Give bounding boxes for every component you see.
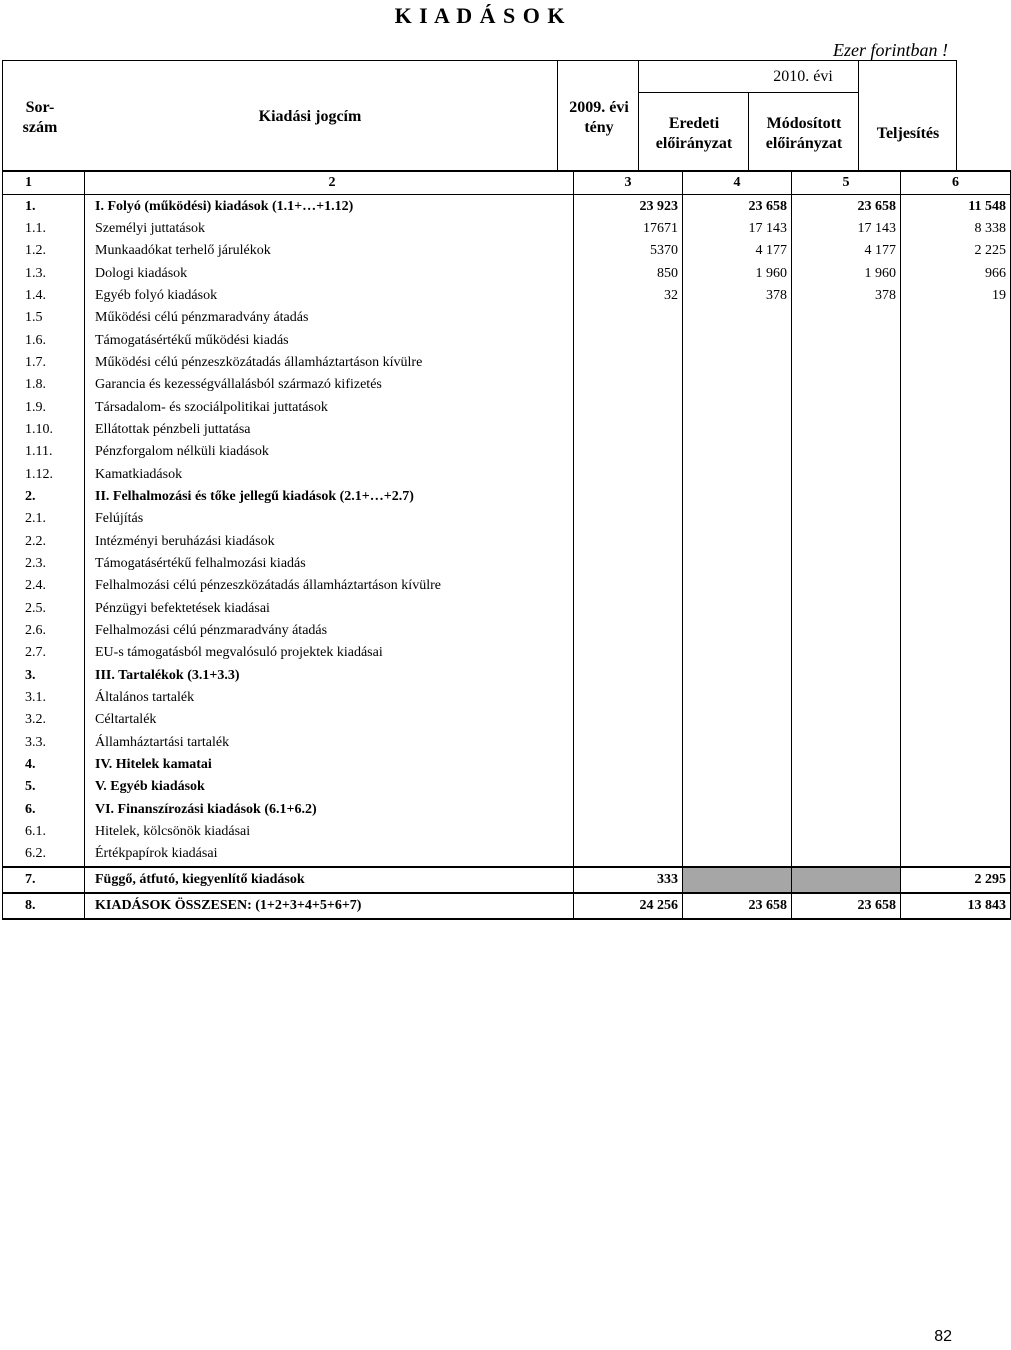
value-eredeti [683, 531, 792, 553]
value-modositott [792, 352, 901, 374]
value-eredeti: 1 960 [683, 262, 792, 284]
value-teljesites [901, 463, 1011, 485]
row-label: Felhalmozási célú pénzeszközátadás államháztartáson kívülre [85, 575, 574, 597]
table-row [3, 195, 1011, 218]
table-row [3, 262, 1011, 284]
value-modositott [792, 799, 901, 821]
value-eredeti [683, 732, 792, 754]
row-label: VI. Finanszírozási kiadások (6.1+6.2) [85, 799, 574, 821]
row-label: Pénzforgalom nélküli kiadások [85, 441, 574, 463]
row-number: 1.6. [3, 329, 85, 351]
value-modositott [792, 843, 901, 866]
value-eredeti [683, 463, 792, 485]
row-label: Céltartalék [85, 709, 574, 731]
header-eredeti: Eredeti előirányzat [655, 115, 733, 152]
row-number: 1.11. [3, 441, 85, 463]
value-teljesites [901, 396, 1011, 418]
value-2009 [574, 419, 683, 441]
value-teljesites [901, 843, 1011, 866]
value-modositott: 17 143 [792, 218, 901, 240]
row-label: IV. Hitelek kamatai [85, 754, 574, 776]
value-2009 [574, 642, 683, 664]
divider [638, 92, 858, 93]
value-eredeti [683, 776, 792, 798]
value-modositott [792, 374, 901, 396]
value-modositott [792, 419, 901, 441]
value-2009 [574, 352, 683, 374]
row-number: 8. [3, 893, 85, 919]
col-num: 2 [85, 171, 574, 195]
value-eredeti [683, 709, 792, 731]
row-label: Általános tartalék [85, 687, 574, 709]
header-jogcim: Kiadási jogcím [258, 108, 362, 125]
value-2009: 333 [574, 867, 683, 893]
table-row [3, 575, 1011, 597]
value-modositott [792, 620, 901, 642]
value-2009 [574, 441, 683, 463]
year-label: 2010. évi [773, 68, 833, 85]
value-eredeti [683, 642, 792, 664]
page-title: K I A D Á S O K [394, 3, 566, 28]
value-modositott: 1 960 [792, 262, 901, 284]
value-teljesites: 2 225 [901, 240, 1011, 262]
value-eredeti [683, 374, 792, 396]
table-row [3, 867, 1011, 893]
row-number: 1. [3, 195, 85, 218]
expenses-table [2, 170, 1011, 920]
table-row [3, 776, 1011, 798]
table-row [3, 463, 1011, 485]
table-row [3, 218, 1011, 240]
row-number: 3.2. [3, 709, 85, 731]
row-number: 6. [3, 799, 85, 821]
value-2009 [574, 821, 683, 843]
value-teljesites [901, 665, 1011, 687]
row-label: Függő, átfutó, kiegyenlítő kiadások [85, 867, 574, 893]
value-eredeti [683, 821, 792, 843]
value-modositott [792, 709, 901, 731]
divider [557, 60, 558, 170]
value-teljesites [901, 642, 1011, 664]
value-teljesites [901, 687, 1011, 709]
value-modositott [792, 531, 901, 553]
table-row [3, 598, 1011, 620]
header-teljesites: Teljesítés [876, 125, 940, 142]
value-teljesites [901, 419, 1011, 441]
column-number-row [3, 171, 1011, 195]
row-number: 6.1. [3, 821, 85, 843]
table-row [3, 665, 1011, 687]
value-teljesites [901, 598, 1011, 620]
value-2009 [574, 329, 683, 351]
value-2009 [574, 754, 683, 776]
row-label: Értékpapírok kiadásai [85, 843, 574, 866]
row-number: 1.9. [3, 396, 85, 418]
value-modositott [792, 754, 901, 776]
value-eredeti [683, 843, 792, 866]
row-number: 1.10. [3, 419, 85, 441]
col-num: 1 [3, 171, 85, 195]
row-label: Felújítás [85, 508, 574, 530]
value-modositott [792, 329, 901, 351]
value-2009 [574, 531, 683, 553]
value-teljesites [901, 709, 1011, 731]
header-teny-2009: 2009. évi tény [569, 99, 629, 136]
value-eredeti [683, 598, 792, 620]
value-eredeti [683, 620, 792, 642]
value-modositott [792, 776, 901, 798]
value-2009 [574, 575, 683, 597]
row-label: Garancia és kezességvállalásból származó kifizetés [85, 374, 574, 396]
value-teljesites: 2 295 [901, 867, 1011, 893]
value-modositott [792, 575, 901, 597]
value-2009 [574, 598, 683, 620]
row-label: Működési célú pénzmaradvány átadás [85, 307, 574, 329]
table-row [3, 799, 1011, 821]
value-teljesites [901, 352, 1011, 374]
table-row [3, 419, 1011, 441]
value-modositott [792, 508, 901, 530]
value-teljesites [901, 508, 1011, 530]
value-eredeti: 4 177 [683, 240, 792, 262]
value-modositott [792, 642, 901, 664]
value-2009 [574, 665, 683, 687]
row-number: 2.2. [3, 531, 85, 553]
row-label: Egyéb folyó kiadások [85, 285, 574, 307]
table-row [3, 486, 1011, 508]
table-row [3, 843, 1011, 866]
value-teljesites [901, 441, 1011, 463]
table-row [3, 508, 1011, 530]
row-number: 1.1. [3, 218, 85, 240]
divider [748, 92, 749, 170]
value-teljesites [901, 553, 1011, 575]
row-number: 3.1. [3, 687, 85, 709]
row-number: 2.7. [3, 642, 85, 664]
row-label: I. Folyó (működési) kiadások (1.1+…+1.12) [85, 195, 574, 218]
value-eredeti [683, 665, 792, 687]
value-2009 [574, 553, 683, 575]
table-row [3, 732, 1011, 754]
row-label: Dologi kiadások [85, 262, 574, 284]
value-teljesites [901, 754, 1011, 776]
table-row [3, 553, 1011, 575]
row-number: 1.5 [3, 307, 85, 329]
value-modositott: 4 177 [792, 240, 901, 262]
col-num: 3 [574, 171, 683, 195]
value-modositott [792, 463, 901, 485]
row-number: 7. [3, 867, 85, 893]
row-number: 2.5. [3, 598, 85, 620]
value-eredeti [683, 329, 792, 351]
value-teljesites [901, 374, 1011, 396]
value-2009: 23 923 [574, 195, 683, 218]
row-label: Felhalmozási célú pénzmaradvány átadás [85, 620, 574, 642]
value-eredeti [683, 396, 792, 418]
divider [638, 60, 639, 92]
table-row [3, 374, 1011, 396]
row-label: Személyi juttatások [85, 218, 574, 240]
table-row [3, 285, 1011, 307]
value-eredeti [683, 486, 792, 508]
value-modositott: 23 658 [792, 195, 901, 218]
header-modositott: Módosított előirányzat [765, 115, 843, 152]
value-2009: 5370 [574, 240, 683, 262]
col-num: 4 [683, 171, 792, 195]
row-label: KIADÁSOK ÖSSZESEN: (1+2+3+4+5+6+7) [85, 893, 574, 919]
value-teljesites [901, 799, 1011, 821]
row-number: 1.8. [3, 374, 85, 396]
row-label: Támogatásértékű működési kiadás [85, 329, 574, 351]
row-label: V. Egyéb kiadások [85, 776, 574, 798]
row-label: Kamatkiadások [85, 463, 574, 485]
value-teljesites [901, 531, 1011, 553]
value-teljesites [901, 732, 1011, 754]
row-number: 2.4. [3, 575, 85, 597]
value-eredeti [683, 307, 792, 329]
value-2009 [574, 620, 683, 642]
value-2009: 850 [574, 262, 683, 284]
value-2009: 24 256 [574, 893, 683, 919]
value-teljesites [901, 821, 1011, 843]
value-teljesites: 11 548 [901, 195, 1011, 218]
value-modositott [792, 486, 901, 508]
value-2009 [574, 732, 683, 754]
value-2009 [574, 709, 683, 731]
value-2009 [574, 843, 683, 866]
value-modositott [792, 598, 901, 620]
value-2009 [574, 486, 683, 508]
value-eredeti [683, 508, 792, 530]
value-eredeti [683, 441, 792, 463]
row-number: 2.1. [3, 508, 85, 530]
col-num: 5 [792, 171, 901, 195]
value-2009: 17671 [574, 218, 683, 240]
value-teljesites: 8 338 [901, 218, 1011, 240]
row-number: 1.4. [3, 285, 85, 307]
value-eredeti [683, 419, 792, 441]
value-modositott: 378 [792, 285, 901, 307]
row-number: 1.7. [3, 352, 85, 374]
row-label: Működési célú pénzeszközátadás államháztartáson kívülre [85, 352, 574, 374]
col-num: 6 [901, 171, 1011, 195]
row-number: 1.2. [3, 240, 85, 262]
value-eredeti: 17 143 [683, 218, 792, 240]
table-row [3, 240, 1011, 262]
table-row [3, 642, 1011, 664]
table-row [3, 531, 1011, 553]
row-label: Hitelek, kölcsönök kiadásai [85, 821, 574, 843]
value-teljesites [901, 776, 1011, 798]
value-teljesites [901, 620, 1011, 642]
unit-note: Ezer forintban ! [833, 40, 948, 60]
table-row [3, 396, 1011, 418]
value-modositott [792, 867, 901, 893]
value-2009 [574, 508, 683, 530]
table-row [3, 620, 1011, 642]
value-teljesites [901, 329, 1011, 351]
row-number: 2.6. [3, 620, 85, 642]
value-2009: 32 [574, 285, 683, 307]
table-row [3, 709, 1011, 731]
value-teljesites: 966 [901, 262, 1011, 284]
table-row [3, 307, 1011, 329]
value-2009 [574, 396, 683, 418]
row-number: 5. [3, 776, 85, 798]
row-number: 6.2. [3, 843, 85, 866]
row-number: 3.3. [3, 732, 85, 754]
value-eredeti [683, 687, 792, 709]
value-eredeti: 23 658 [683, 893, 792, 919]
value-modositott [792, 687, 901, 709]
value-2009 [574, 374, 683, 396]
row-number: 2.3. [3, 553, 85, 575]
row-label: Intézményi beruházási kiadások [85, 531, 574, 553]
table-row [3, 352, 1011, 374]
row-number: 1.3. [3, 262, 85, 284]
divider [638, 92, 639, 170]
value-teljesites: 13 843 [901, 893, 1011, 919]
row-label: Munkaadókat terhelő járulékok [85, 240, 574, 262]
row-number: 2. [3, 486, 85, 508]
value-eredeti: 23 658 [683, 195, 792, 218]
value-2009 [574, 776, 683, 798]
value-teljesites [901, 575, 1011, 597]
value-modositott [792, 553, 901, 575]
value-2009 [574, 799, 683, 821]
row-label: Pénzügyi befektetések kiadásai [85, 598, 574, 620]
row-label: EU-s támogatásból megvalósuló projektek kiadásai [85, 642, 574, 664]
value-2009 [574, 463, 683, 485]
value-2009 [574, 307, 683, 329]
row-label: Támogatásértékű felhalmozási kiadás [85, 553, 574, 575]
value-modositott [792, 665, 901, 687]
value-2009 [574, 687, 683, 709]
table-row [3, 329, 1011, 351]
value-modositott [792, 821, 901, 843]
table-row [3, 441, 1011, 463]
divider [858, 60, 859, 170]
value-modositott [792, 396, 901, 418]
value-eredeti [683, 754, 792, 776]
value-modositott [792, 441, 901, 463]
table-row [3, 821, 1011, 843]
table-row [3, 893, 1011, 919]
page-number: 82 [934, 1328, 952, 1345]
row-label: Társadalom- és szociálpolitikai juttatások [85, 396, 574, 418]
value-modositott: 23 658 [792, 893, 901, 919]
value-eredeti [683, 799, 792, 821]
header-sorszam: Sor- szám [22, 99, 58, 136]
value-eredeti: 378 [683, 285, 792, 307]
value-teljesites [901, 307, 1011, 329]
table-row [3, 754, 1011, 776]
row-label: Államháztartási tartalék [85, 732, 574, 754]
row-label: II. Felhalmozási és tőke jellegű kiadások (2.1+…+2.7) [85, 486, 574, 508]
row-number: 4. [3, 754, 85, 776]
value-teljesites [901, 486, 1011, 508]
table-row [3, 687, 1011, 709]
value-teljesites: 19 [901, 285, 1011, 307]
row-label: Ellátottak pénzbeli juttatása [85, 419, 574, 441]
row-label: III. Tartalékok (3.1+3.3) [85, 665, 574, 687]
value-eredeti [683, 575, 792, 597]
value-modositott [792, 307, 901, 329]
row-number: 3. [3, 665, 85, 687]
value-modositott [792, 732, 901, 754]
value-eredeti [683, 352, 792, 374]
row-number: 1.12. [3, 463, 85, 485]
value-eredeti [683, 867, 792, 893]
value-eredeti [683, 553, 792, 575]
